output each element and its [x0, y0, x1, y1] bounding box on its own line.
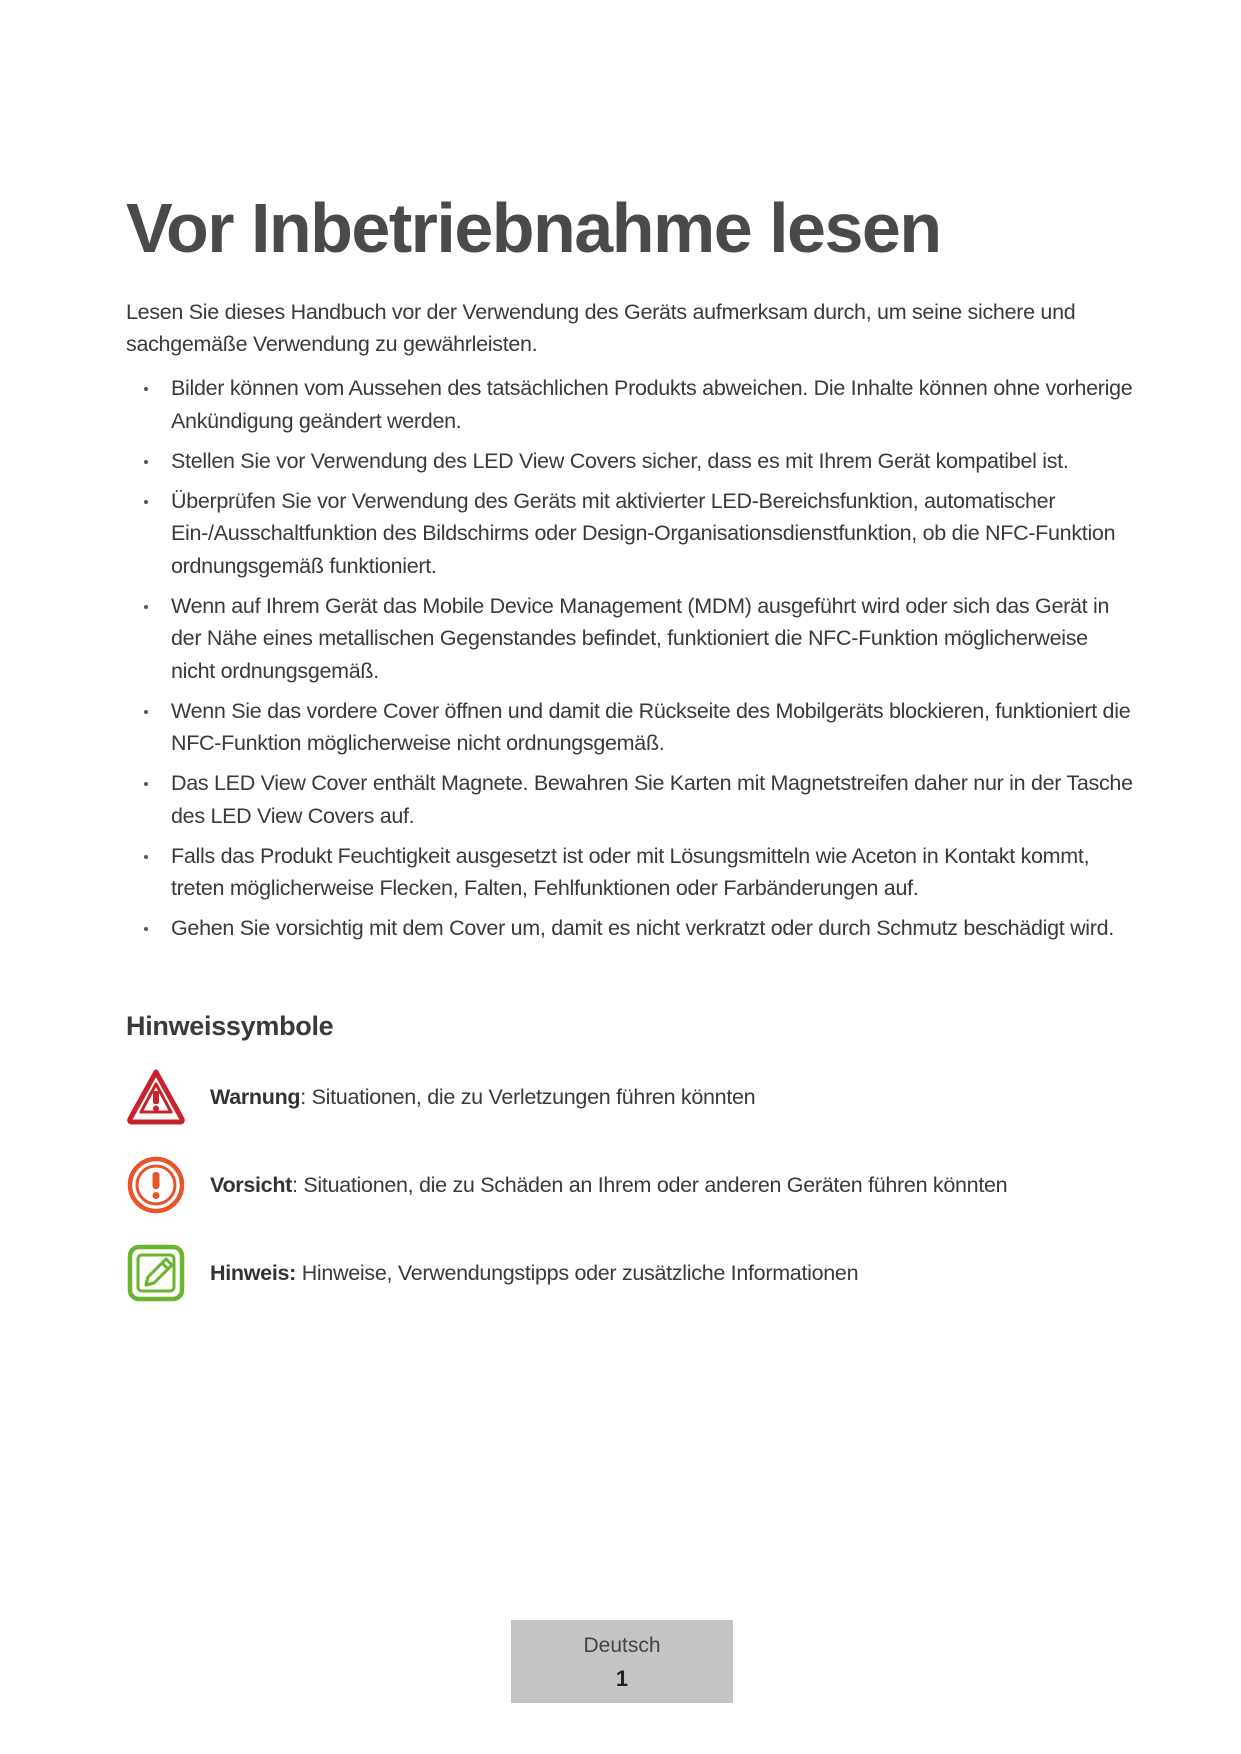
page-title: Vor Inbetriebnahme lesen: [126, 189, 941, 267]
notice-caution: [126, 1155, 1126, 1215]
notice-symbols-heading: Hinweissymbole: [126, 1011, 334, 1041]
list-item-text: Bilder können vom Aussehen des tatsächlichen Produkts abweichen. Die Inhalte können ohne vorherige Ankündigung geändert werden.: [171, 376, 1133, 433]
notice-label: Warnung: [210, 1085, 301, 1109]
list-item-text: Das LED View Cover enthält Magnete. Bewahren Sie Karten mit Magnetstreifen daher nur in der Tasche des LED View Covers auf.: [171, 771, 1133, 828]
list-item-text: Gehen Sie vorsichtig mit dem Cover um, damit es nicht verkratzt oder durch Schmutz beschädigt wird.: [171, 916, 1114, 940]
bullet-dot-icon: [144, 710, 148, 714]
bullet-dot-icon: [144, 855, 148, 859]
note-pencil-icon: [126, 1243, 186, 1303]
list-item: [126, 445, 1136, 478]
bullet-dot-icon: [144, 782, 148, 786]
list-item: [126, 840, 1136, 905]
page-number: 1: [615, 1666, 629, 1691]
list-item: [126, 372, 1136, 437]
list-item-text: Überprüfen Sie vor Verwendung des Geräts mit aktivierter LED-Bereichsfunktion, automatischer Ein-/Ausschaltfunktion des Bildschirms oder Design-Organisationsdienstfunktion, ob die NFC-Funktion ordnungsgemäß funktioniert.: [171, 488, 1116, 578]
bullet-dot-icon: [144, 387, 148, 391]
bullet-dot-icon: [144, 460, 148, 464]
list-item: [126, 695, 1136, 760]
list-item-text: Wenn auf Ihrem Gerät das Mobile Device Management (MDM) ausgeführt wird oder sich das Gerät in der Nähe eines metallischen Gegenstandes befindet, funktioniert die NFC-Funktion möglicherweise nicht ordnungsgemäß.: [171, 593, 1110, 683]
list-item-text: Falls das Produkt Feuchtigkeit ausgesetzt ist oder mit Lösungsmitteln wie Aceton in Kontakt kommt, treten möglicherweise Flecken, Falten, Fehlfunktionen oder Farbänderungen auf.: [171, 843, 1090, 900]
notice-note-text: [210, 1258, 858, 1288]
notice-description: : Situationen, die zu Schäden an Ihrem oder anderen Geräten führen könnten: [292, 1173, 1008, 1197]
footer-language: Deutsch: [583, 1634, 661, 1657]
list-item: [126, 485, 1136, 583]
notice-label: Vorsicht: [210, 1173, 293, 1197]
notice-caution-text: [210, 1170, 1007, 1200]
list-item: [126, 590, 1136, 688]
notice-warning: [126, 1067, 1126, 1127]
page-footer: [511, 1620, 733, 1703]
notice-description: Hinweise, Verwendungstipps oder zusätzliche Informationen: [296, 1261, 859, 1285]
notice-warning-text: [210, 1082, 755, 1112]
list-item: [126, 912, 1136, 945]
bullet-dot-icon: [144, 605, 148, 609]
precautions-list: [126, 372, 1136, 952]
intro-paragraph: Lesen Sie dieses Handbuch vor der Verwendung des Geräts aufmerksam durch, um seine sichere und sachgemäße Verwendung zu gewährleisten.: [126, 300, 1076, 356]
notice-description: : Situationen, die zu Verletzungen führen könnten: [300, 1085, 756, 1109]
notice-label: Hinweis:: [210, 1261, 297, 1285]
list-item: [126, 767, 1136, 832]
caution-circle-icon: [126, 1155, 186, 1215]
bullet-dot-icon: [144, 927, 148, 931]
warning-triangle-icon: [126, 1067, 186, 1127]
list-item-text: Wenn Sie das vordere Cover öffnen und damit die Rückseite des Mobilgeräts blockieren, funktioniert die NFC-Funktion möglicherweise nicht ordnungsgemäß.: [171, 698, 1131, 755]
notice-note: [126, 1243, 1126, 1303]
bullet-dot-icon: [144, 500, 148, 504]
list-item-text: Stellen Sie vor Verwendung des LED View Covers sicher, dass es mit Ihrem Gerät kompatibel ist.: [171, 448, 1069, 473]
